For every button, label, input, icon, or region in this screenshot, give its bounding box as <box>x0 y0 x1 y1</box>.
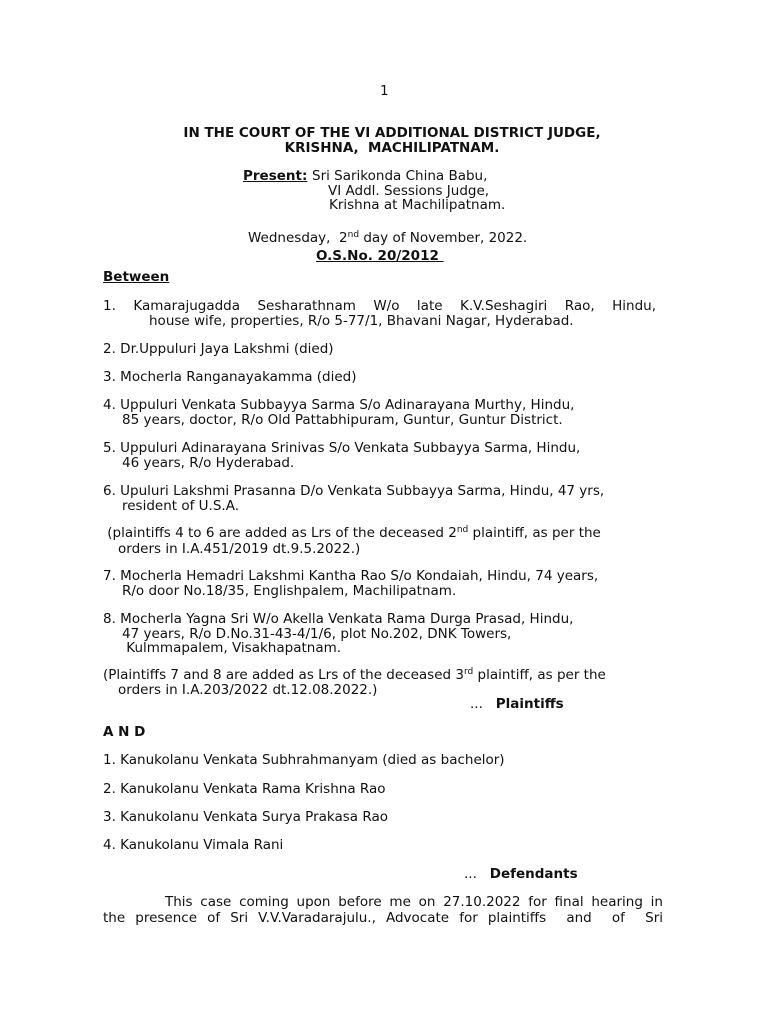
plaintiff-1-line1: 1. Kamarajugadda Sesharathnam W/o late K.V.Seshagiri Rao, Hindu, <box>103 298 656 314</box>
closing-paragraph-line2: the presence of Sri V.V.Varadarajulu., Advocate for plaintiffs and of Sri <box>103 910 663 926</box>
defendant-1: 1. Kanukolanu Venkata Subhrahmanyam (died as bachelor) <box>103 752 505 768</box>
page-number: 1 <box>380 83 389 99</box>
plaintiff-8-line2: 47 years, R/o D.No.31-43-4/1/6, plot No.202, DNK Towers, <box>122 626 512 642</box>
plaintiff-8-line1: 8. Mocherla Yagna Sri W/o Akella Venkata Rama Durga Prasad, Hindu, <box>103 611 574 627</box>
plaintiffs-added-note-2-line2: orders in I.A.203/2022 dt.12.08.2022.) <box>118 682 378 698</box>
plaintiff-1-line2: house wife, properties, R/o 5-77/1, Bhavani Nagar, Hyderabad. <box>149 313 574 329</box>
present-label: Present: <box>243 168 308 184</box>
plaintiffs-added-note-1: (plaintiffs 4 to 6 are added as Lrs of the deceased 2nd plaintiff, as per the <box>103 525 601 541</box>
plaintiff-6-line1: 6. Upuluri Lakshmi Prasanna D/o Venkata Subbayya Sarma, Hindu, 47 yrs, <box>103 483 605 499</box>
plaintiff-6-line2: resident of U.S.A. <box>122 498 239 514</box>
present-judge-location: Krishna at Machilipatnam. <box>329 197 506 213</box>
defendant-4: 4. Kanukolanu Vimala Rani <box>103 837 284 853</box>
plaintiffs-added-note-1-line2: orders in I.A.451/2019 dt.9.5.2022.) <box>118 541 361 557</box>
plaintiff-4-line1: 4. Uppuluri Venkata Subbayya Sarma S/o Adinarayana Murthy, Hindu, <box>103 397 575 413</box>
court-heading-line1: IN THE COURT OF THE VI ADDITIONAL DISTRICT JUDGE, <box>183 125 601 141</box>
plaintiff-8-line3: Kulmmapalem, Visakhapatnam. <box>122 640 342 656</box>
plaintiff-7-line2: R/o door No.18/35, Englishpalem, Machilipatnam. <box>122 583 457 599</box>
defendant-3: 3. Kanukolanu Venkata Surya Prakasa Rao <box>103 809 388 825</box>
defendant-2: 2. Kanukolanu Venkata Rama Krishna Rao <box>103 781 386 797</box>
plaintiff-4-line2: 85 years, doctor, R/o Old Pattabhipuram, Guntur, Guntur District. <box>122 412 563 428</box>
plaintiff-5-line1: 5. Uppuluri Adinarayana Srinivas S/o Venkata Subbayya Sarma, Hindu, <box>103 440 581 456</box>
plaintiffs-added-note-2: (Plaintiffs 7 and 8 are added as Lrs of the deceased 3rd plaintiff, as per the <box>103 667 606 683</box>
present-judge-title: VI Addl. Sessions Judge, <box>328 183 490 199</box>
closing-paragraph-line1: This case coming upon before me on 27.10.2022 for final hearing in <box>103 894 663 910</box>
present-judge-name: Sri Sarikonda China Babu, <box>312 168 488 184</box>
plaintiff-2: 2. Dr.Uppuluri Jaya Lakshmi (died) <box>103 341 334 357</box>
plaintiffs-role-label: ... Plaintiffs <box>470 696 564 712</box>
hearing-date: Wednesday, 2nd day of November, 2022. <box>248 230 528 246</box>
between-label: Between <box>103 269 170 285</box>
plaintiff-3: 3. Mocherla Ranganayakamma (died) <box>103 369 357 385</box>
and-separator: A N D <box>103 724 146 740</box>
defendants-role-label: ... Defendants <box>464 866 578 882</box>
plaintiff-5-line2: 46 years, R/o Hyderabad. <box>122 455 295 471</box>
court-heading-line2: KRISHNA, MACHILIPATNAM. <box>284 140 500 156</box>
case-number: O.S.No. 20/2012 <box>316 248 444 264</box>
plaintiff-7-line1: 7. Mocherla Hemadri Lakshmi Kantha Rao S/o Kondaiah, Hindu, 74 years, <box>103 568 599 584</box>
